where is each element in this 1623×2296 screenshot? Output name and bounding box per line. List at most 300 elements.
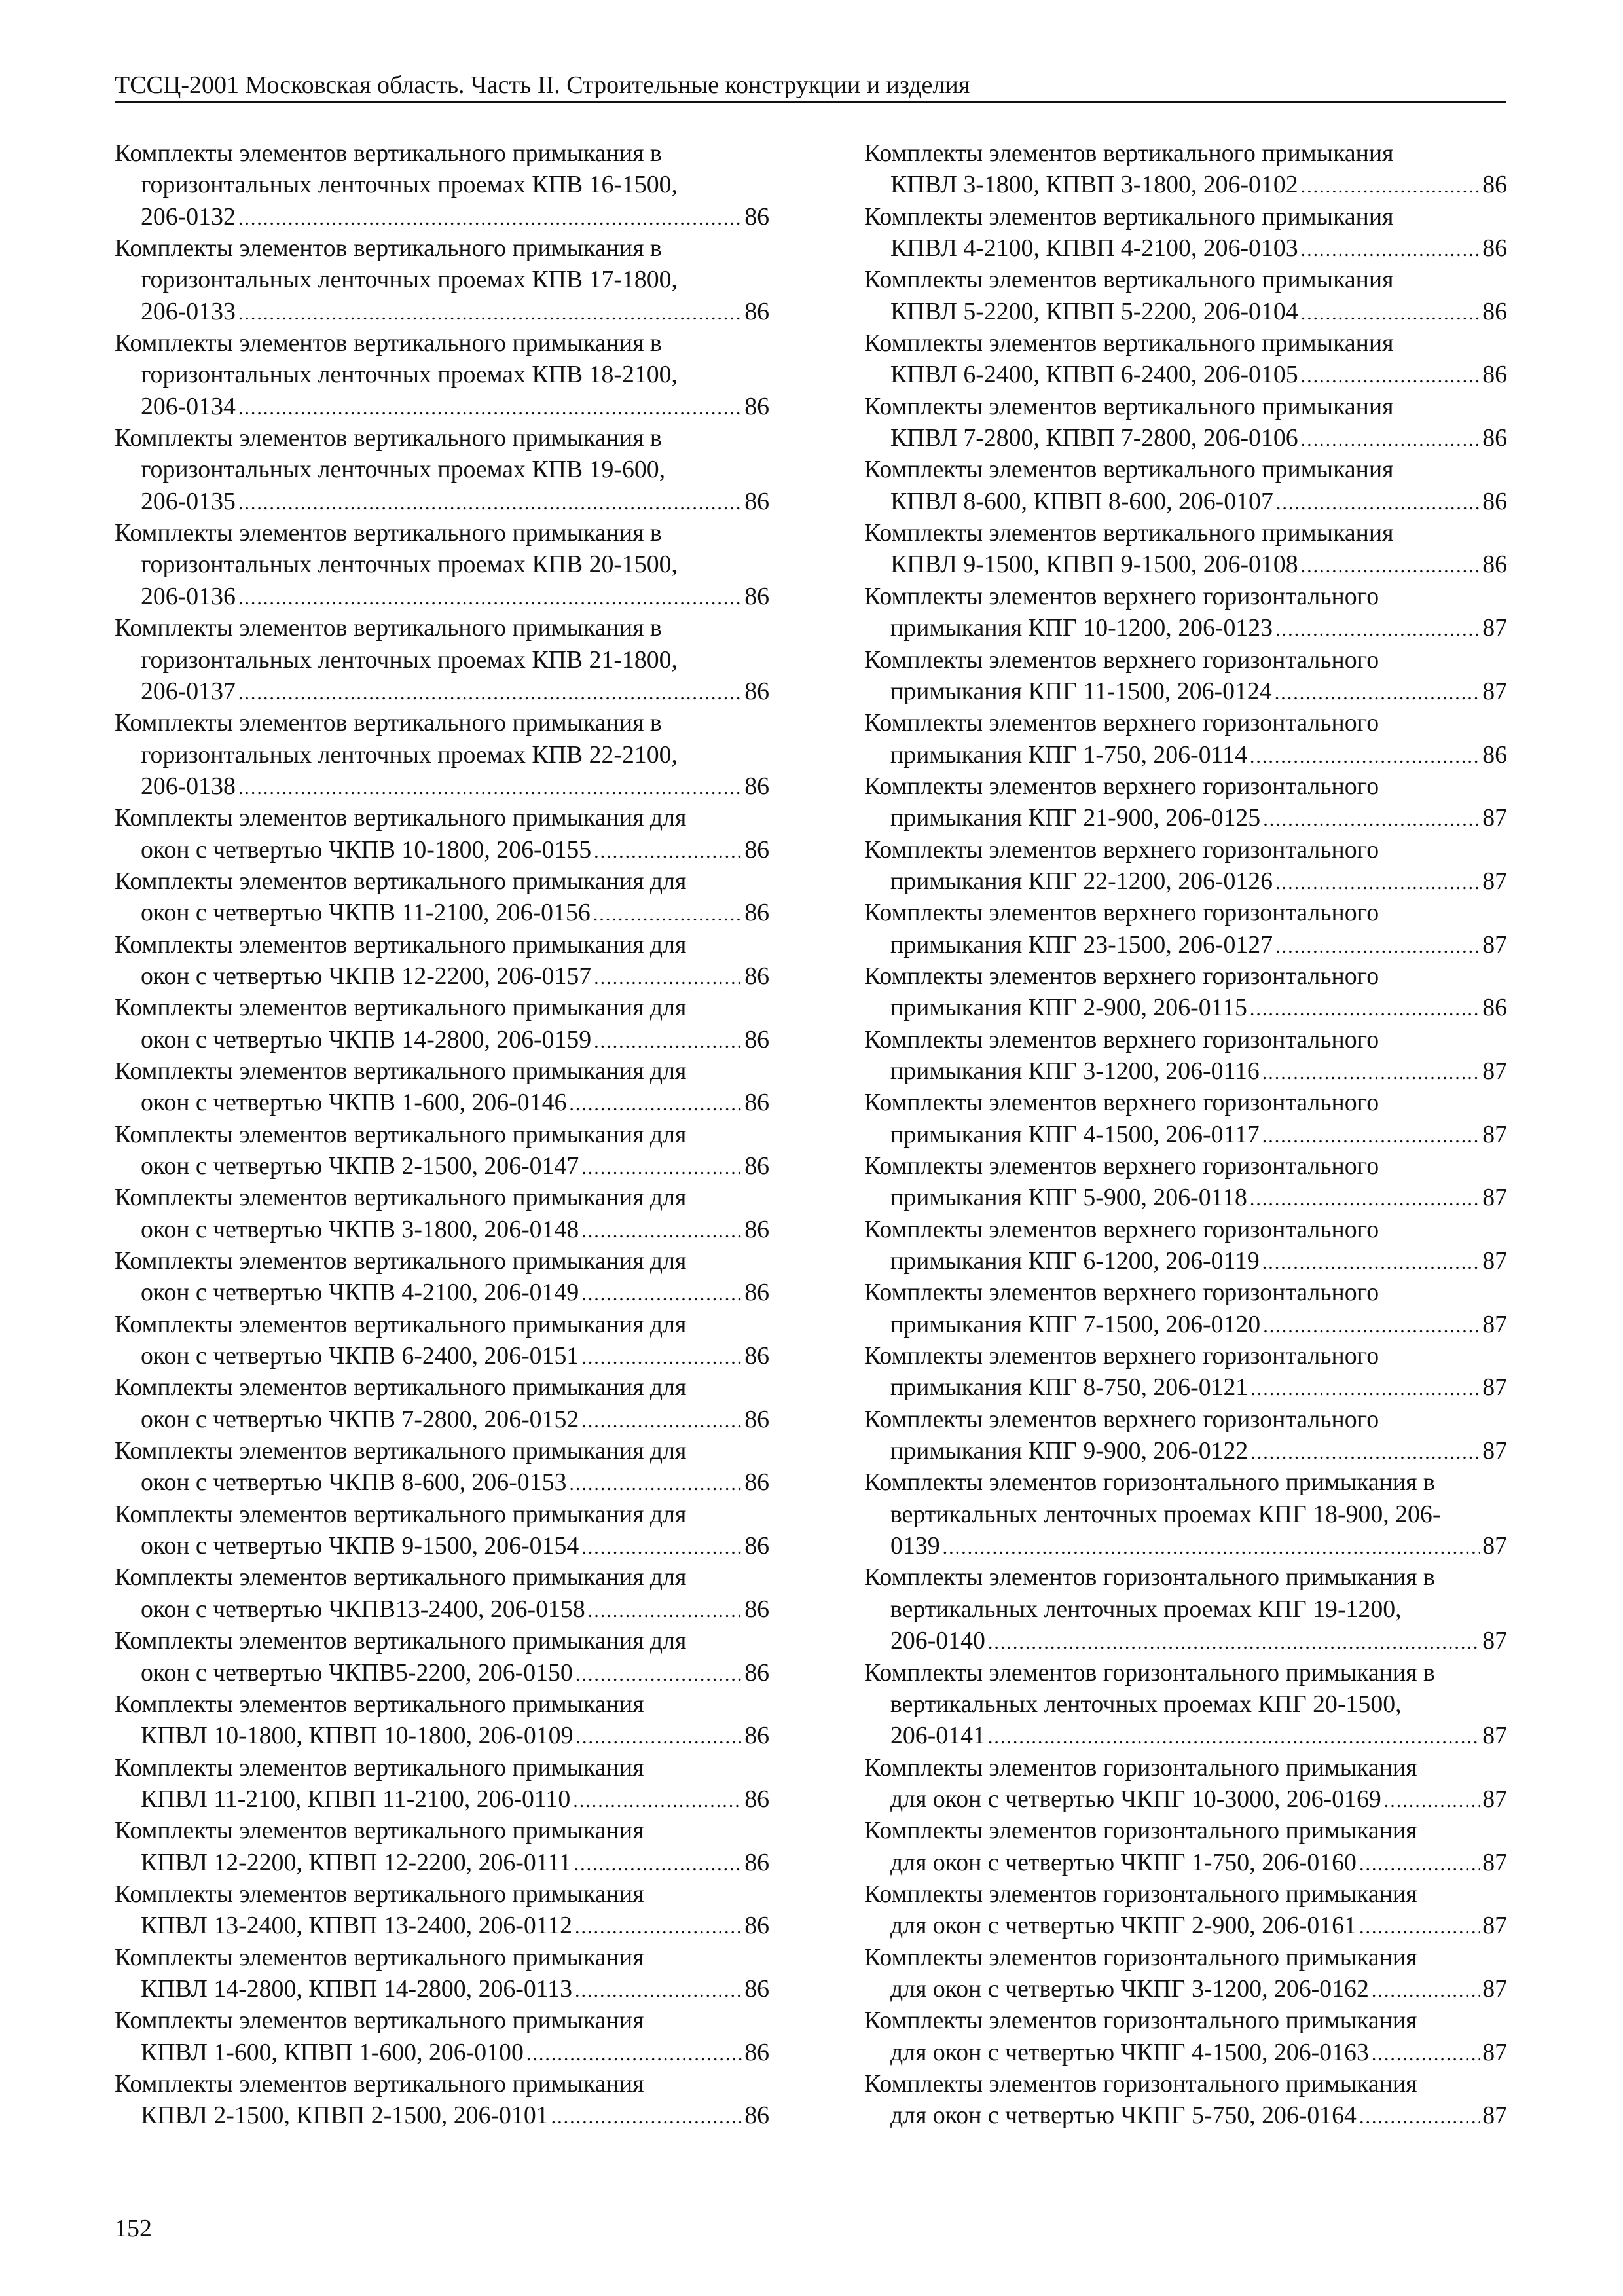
- index-entry: [864, 1561, 1507, 1656]
- dot-leader: [238, 488, 742, 517]
- index-entry: [115, 707, 769, 802]
- index-entry-line: Комплекты элементов вертикального примыкания для: [115, 867, 687, 895]
- index-entry: [115, 1119, 769, 1182]
- index-entry-text: для окон с четвертью ЧКПГ 2-900, 206-0161: [890, 1912, 1357, 1940]
- index-entry: [864, 1087, 1507, 1150]
- index-entry-text: примыкания КПГ 11-1500, 206-0124: [890, 677, 1272, 705]
- index-entry: [864, 1752, 1507, 1815]
- index-entry: [115, 2005, 769, 2068]
- dot-leader: [581, 1152, 742, 1182]
- index-entry-final-line: [864, 1182, 1507, 1213]
- index-entry-line: Комплекты элементов верхнего горизонтального: [864, 582, 1379, 610]
- index-entry-line: горизонтальных ленточных проемах КПВ 22-2100,: [141, 740, 678, 769]
- dot-leader: [238, 678, 742, 707]
- index-entry: [115, 1372, 769, 1435]
- dot-leader: [594, 836, 742, 866]
- index-entry-line: Комплекты элементов горизонтального примыкания: [864, 1817, 1417, 1845]
- index-entry-line: Комплекты элементов горизонтального примыкания: [864, 1943, 1417, 1971]
- index-entry: [115, 802, 769, 866]
- index-entry-final-line: [115, 1720, 769, 1751]
- index-entry: [115, 992, 769, 1055]
- index-entry-line: Комплекты элементов вертикального примыкания: [115, 2007, 644, 2035]
- dot-leader: [1275, 678, 1480, 707]
- index-entry-line: Комплекты элементов вертикального примыкания: [864, 456, 1394, 484]
- index-entry-line: Комплекты элементов вертикального примыкания в: [115, 139, 662, 167]
- index-entry-line: Комплекты элементов верхнего горизонтального: [864, 646, 1379, 674]
- index-entry-page: 87: [1482, 1437, 1507, 1465]
- index-entry-final-line: [864, 992, 1507, 1023]
- dot-leader: [594, 962, 742, 992]
- index-entry: [864, 1942, 1507, 2005]
- index-entry-page: 86: [744, 1279, 769, 1307]
- index-entry-page: 87: [1482, 2038, 1507, 2066]
- index-entry-text: окон с четвертью ЧКПВ5-2200, 206-0150: [141, 1658, 573, 1686]
- index-entry-final-line: [864, 549, 1507, 580]
- index-entry-line: Комплекты элементов горизонтального примыкания: [864, 2007, 1417, 2035]
- index-entry-text: КПВЛ 10-1800, КПВП 10-1800, 206-0109: [141, 1722, 574, 1750]
- index-entry-text: КПВЛ 12-2200, КПВП 12-2200, 206-0111: [141, 1848, 572, 1876]
- dot-leader: [943, 1532, 1480, 1561]
- index-entry: [864, 517, 1507, 581]
- index-entry-line: горизонтальных ленточных проемах КПВ 19-600,: [141, 456, 666, 484]
- index-entry-final-line: [864, 422, 1507, 454]
- index-entry-page: 86: [744, 1975, 769, 2003]
- dot-leader: [1250, 1184, 1480, 1213]
- dot-leader: [1276, 488, 1480, 517]
- index-entry-line: Комплекты элементов горизонтального примыкания: [864, 1880, 1417, 1908]
- index-entry-page: 87: [1482, 1120, 1507, 1148]
- index-entry-final-line: [864, 1720, 1507, 1751]
- index-entry: [115, 1752, 769, 1815]
- index-entry-line: горизонтальных ленточных проемах КПВ 21-1800,: [141, 646, 678, 674]
- index-entry-final-line: [864, 1245, 1507, 1277]
- index-entry-page: 86: [1482, 740, 1507, 769]
- index-entry-final-line: [115, 1847, 769, 1878]
- dot-leader: [1250, 994, 1480, 1023]
- dot-leader: [1372, 2039, 1480, 2068]
- index-entry-text: окон с четвертью ЧКПВ 4-2100, 206-0149: [141, 1279, 579, 1307]
- dot-leader: [1384, 1785, 1480, 1815]
- index-entry-page: 87: [1482, 804, 1507, 832]
- index-entry: [864, 1150, 1507, 1214]
- index-entry-text: примыкания КПГ 7-1500, 206-0120: [890, 1310, 1261, 1338]
- index-entry-text: примыкания КПГ 3-1200, 206-0116: [890, 1057, 1260, 1085]
- dot-leader: [1301, 551, 1480, 580]
- index-entry-final-line: [864, 1973, 1507, 2005]
- index-entry-line: Комплекты элементов вертикального примыкания для: [115, 1437, 687, 1465]
- index-entry-text: 206-0136: [141, 582, 236, 610]
- index-entry-text: окон с четвертью ЧКПВ 9-1500, 206-0154: [141, 1532, 579, 1560]
- index-entry-page: 87: [1482, 677, 1507, 705]
- dot-leader: [1250, 1437, 1480, 1467]
- dot-leader: [593, 899, 742, 928]
- index-entry-text: для окон с четвертью ЧКПГ 1-750, 206-0160: [890, 1848, 1357, 1876]
- index-entry: [864, 264, 1507, 327]
- index-entry: [864, 1024, 1507, 1087]
- index-entry-text: КПВЛ 5-2200, КПВП 5-2200, 206-0104: [890, 297, 1298, 325]
- dot-leader: [581, 1279, 742, 1308]
- index-entry-page: 86: [1482, 361, 1507, 389]
- index-entry: [115, 1815, 769, 1878]
- index-entry: [864, 1404, 1507, 1467]
- index-entry-line: Комплекты элементов вертикального примыкания: [864, 266, 1394, 294]
- index-entry-final-line: [115, 2037, 769, 2068]
- index-entry-line: Комплекты элементов вертикального примыкания для: [115, 1310, 687, 1338]
- index-entry-text: КПВЛ 3-1800, КПВП 3-1800, 206-0102: [890, 171, 1298, 199]
- index-entry: [115, 1561, 769, 1625]
- index-entry-page: 86: [744, 1152, 769, 1180]
- index-entry-line: вертикальных ленточных проемах КПГ 19-1200,: [890, 1595, 1402, 1623]
- index-entry-final-line: [115, 1783, 769, 1815]
- index-entry-page: 86: [744, 202, 769, 230]
- index-entry-final-line: [115, 581, 769, 612]
- index-entry-text: примыкания КПГ 2-900, 206-0115: [890, 994, 1247, 1022]
- index-entry-final-line: [864, 802, 1507, 833]
- index-entry-page: 87: [1482, 930, 1507, 958]
- dot-leader: [581, 1406, 742, 1435]
- dot-leader: [526, 2039, 742, 2068]
- index-entry-final-line: [115, 1150, 769, 1182]
- index-entry: [864, 2068, 1507, 2132]
- index-entry-line: Комплекты элементов вертикального примыкания в: [115, 424, 662, 452]
- index-entry-text: 206-0141: [890, 1722, 985, 1750]
- dot-leader: [1372, 1975, 1480, 2005]
- index-entry-line: Комплекты элементов вертикального примыкания в: [115, 614, 662, 642]
- index-entry-final-line: [115, 960, 769, 992]
- index-entry: [115, 929, 769, 993]
- index-entry-page: 86: [1482, 297, 1507, 325]
- header-title: ТССЦ-2001 Московская область. Часть II. Строительные конструкции и изделия: [115, 71, 970, 99]
- index-entry-final-line: [115, 486, 769, 517]
- index-entry-line: Комплекты элементов горизонтального примыкания в: [864, 1563, 1435, 1592]
- index-entry-text: 206-0135: [141, 487, 236, 515]
- index-entry: [864, 581, 1507, 644]
- index-entry-page: 87: [1482, 614, 1507, 642]
- index-entry-page: 86: [1482, 171, 1507, 199]
- index-entry-page: 86: [744, 1532, 769, 1560]
- index-entry-line: Комплекты элементов вертикального примыкания: [115, 1817, 644, 1845]
- index-entry-text: 206-0137: [141, 677, 236, 705]
- index-entry-text: для окон с четвертью ЧКПГ 5-750, 206-0164: [890, 2102, 1357, 2130]
- index-entry-final-line: [864, 1783, 1507, 1815]
- dot-leader: [1275, 614, 1480, 644]
- index-entry-text: 206-0132: [141, 202, 236, 230]
- index-entry-line: Комплекты элементов верхнего горизонтального: [864, 772, 1379, 800]
- index-entry-line: вертикальных ленточных проемах КПГ 20-1500,: [890, 1690, 1402, 1718]
- index-entry-page: 86: [744, 1848, 769, 1876]
- dot-leader: [594, 1026, 742, 1055]
- index-entry: [115, 1309, 769, 1372]
- index-entry-line: Комплекты элементов вертикального примыкания для: [115, 1120, 687, 1148]
- index-entry-page: 87: [1482, 1848, 1507, 1876]
- index-entry-line: Комплекты элементов вертикального примыкания: [864, 519, 1394, 547]
- dot-leader: [1262, 1057, 1480, 1087]
- index-entry-text: окон с четвертью ЧКПВ 8-600, 206-0153: [141, 1468, 567, 1497]
- index-entry: [115, 1688, 769, 1752]
- index-entry-line: Комплекты элементов вертикального примыкания для: [115, 1374, 687, 1402]
- index-entry-line: Комплекты элементов верхнего горизонтального: [864, 835, 1379, 864]
- index-entry-page: 86: [744, 297, 769, 325]
- index-entry-page: 86: [1482, 234, 1507, 263]
- index-entry-page: 86: [744, 1722, 769, 1750]
- index-entry-line: Комплекты элементов вертикального примыкания: [115, 1690, 644, 1718]
- index-entry-page: 87: [1482, 2102, 1507, 2130]
- index-entry-line: Комплекты элементов вертикального примыкания: [115, 1943, 644, 1971]
- index-entry: [864, 201, 1507, 264]
- index-entry-text: для окон с четвертью ЧКПГ 10-3000, 206-0169: [890, 1785, 1381, 1813]
- index-entry-line: горизонтальных ленточных проемах КПВ 20-1500,: [141, 551, 678, 579]
- index-entry-final-line: [864, 676, 1507, 707]
- index-entry: [115, 422, 769, 517]
- index-entry-line: вертикальных ленточных проемах КПГ 18-900, 206-: [890, 1500, 1441, 1528]
- page-number: 152: [115, 2215, 152, 2242]
- index-entry-final-line: [864, 359, 1507, 390]
- index-entry-line: Комплекты элементов вертикального примыкания: [115, 1880, 644, 1908]
- index-entry-line: Комплекты элементов вертикального примыкания для: [115, 1184, 687, 1212]
- index-entry-line: Комплекты элементов вертикального примыкания: [864, 202, 1394, 230]
- index-entry: [115, 137, 769, 232]
- index-entry-final-line: [115, 771, 769, 802]
- index-entry-page: 87: [1482, 1627, 1507, 1655]
- dot-leader: [1301, 424, 1480, 454]
- index-entry-text: окон с четвертью ЧКПВ 2-1500, 206-0147: [141, 1152, 579, 1180]
- index-entry-final-line: [115, 1404, 769, 1435]
- index-entry-text: примыкания КПГ 21-900, 206-0125: [890, 804, 1261, 832]
- index-entry-line: горизонтальных ленточных проемах КПВ 16-1500,: [141, 171, 678, 199]
- index-entry-text: 0139: [890, 1532, 940, 1560]
- index-entry: [864, 1214, 1507, 1277]
- index-entry-text: 206-0140: [890, 1627, 985, 1655]
- index-entry-text: КПВЛ 2-1500, КПВП 2-1500, 206-0101: [141, 2102, 549, 2130]
- index-entry-final-line: [115, 1340, 769, 1372]
- index-entry-line: Комплекты элементов горизонтального примыкания: [864, 2069, 1417, 2098]
- index-entry-final-line: [115, 676, 769, 707]
- dot-leader: [574, 1849, 742, 1878]
- index-entry-final-line: [864, 1625, 1507, 1656]
- index-entry-line: Комплекты элементов верхнего горизонтального: [864, 1152, 1379, 1180]
- index-entry-final-line: [864, 1530, 1507, 1561]
- index-entry: [864, 137, 1507, 201]
- index-entry-line: Комплекты элементов верхнего горизонтального: [864, 899, 1379, 927]
- index-entry-text: окон с четвертью ЧКПВ 7-2800, 206-0152: [141, 1405, 579, 1433]
- index-entry-final-line: [864, 739, 1507, 771]
- index-entry-text: КПВЛ 6-2400, КПВП 6-2400, 206-0105: [890, 361, 1298, 389]
- index-entry-page: 86: [744, 2038, 769, 2066]
- index-entry-text: окон с четвертью ЧКПВ 12-2200, 206-0157: [141, 962, 592, 990]
- index-entry-page: 86: [744, 582, 769, 610]
- index-entry: [115, 1182, 769, 1245]
- index-entry: [864, 1878, 1507, 1942]
- index-entry-page: 87: [1482, 867, 1507, 895]
- dot-leader: [1301, 171, 1480, 200]
- index-entry-final-line: [115, 834, 769, 866]
- dot-leader: [581, 1532, 742, 1561]
- index-entry-page: 86: [744, 392, 769, 420]
- dot-leader: [573, 1785, 742, 1815]
- index-entry-line: Комплекты элементов вертикального примыкания: [864, 329, 1394, 357]
- index-entry: [115, 2068, 769, 2132]
- index-entry-page: 86: [744, 1342, 769, 1370]
- index-entry-text: КПВЛ 9-1500, КПВП 9-1500, 206-0108: [890, 551, 1298, 579]
- index-entry: [115, 327, 769, 422]
- dot-leader: [569, 1089, 742, 1118]
- index-entry-page: 87: [1482, 1912, 1507, 1940]
- index-entry: [864, 1467, 1507, 1561]
- index-entry-final-line: [115, 1467, 769, 1498]
- dot-leader: [238, 298, 742, 327]
- index-entry-page: 87: [1482, 1184, 1507, 1212]
- index-entry-line: Комплекты элементов верхнего горизонтального: [864, 1342, 1379, 1370]
- dot-leader: [238, 773, 742, 802]
- index-entry-final-line: [864, 1119, 1507, 1150]
- dot-leader: [1262, 1247, 1480, 1277]
- index-entry: [115, 1625, 769, 1688]
- index-entry-text: окон с четвертью ЧКПВ 11-2100, 206-0156: [141, 899, 591, 927]
- index-entry-line: Комплекты элементов верхнего горизонтального: [864, 1089, 1379, 1117]
- index-entry-final-line: [864, 486, 1507, 517]
- index-entry-page: 87: [1482, 1722, 1507, 1750]
- index-entry-text: окон с четвертью ЧКПВ 14-2800, 206-0159: [141, 1025, 592, 1053]
- index-entry: [864, 644, 1507, 708]
- index-entry-line: Комплекты элементов вертикального примыкания в: [115, 329, 662, 357]
- index-entry: [864, 2005, 1507, 2068]
- dot-leader: [1250, 1374, 1480, 1403]
- index-entry-text: КПВЛ 11-2100, КПВП 11-2100, 206-0110: [141, 1785, 571, 1813]
- index-entry-line: Комплекты элементов верхнего горизонтального: [864, 709, 1379, 737]
- index-entry-line: Комплекты элементов вертикального примыкания: [115, 1753, 644, 1781]
- index-entry-line: Комплекты элементов вертикального примыкания для: [115, 1627, 687, 1655]
- index-entry: [864, 1657, 1507, 1752]
- index-entry-line: Комплекты элементов вертикального примыкания для: [115, 994, 687, 1022]
- index-entry-page: 87: [1482, 1374, 1507, 1402]
- dot-leader: [238, 393, 742, 422]
- index-entry: [864, 1815, 1507, 1878]
- index-entry: [864, 834, 1507, 898]
- index-entry-line: Комплекты элементов верхнего горизонтального: [864, 962, 1379, 990]
- dot-leader: [1250, 741, 1480, 771]
- index-entry-line: Комплекты элементов вертикального примыкания: [864, 139, 1394, 167]
- dot-leader: [581, 1216, 742, 1245]
- index-entry-text: окон с четвертью ЧКПВ 1-600, 206-0146: [141, 1089, 567, 1117]
- dot-leader: [1359, 1912, 1480, 1941]
- index-entry-text: для окон с четвертью ЧКПГ 3-1200, 206-0162: [890, 1975, 1369, 2003]
- dot-leader: [1275, 867, 1480, 897]
- index-entry-page: 86: [744, 772, 769, 800]
- index-entry-text: примыкания КПГ 6-1200, 206-0119: [890, 1247, 1260, 1275]
- index-entry-line: Комплекты элементов вертикального примыкания: [864, 392, 1394, 420]
- index-entry-text: КПВЛ 13-2400, КПВП 13-2400, 206-0112: [141, 1912, 573, 1940]
- index-entry-final-line: [864, 929, 1507, 960]
- index-entry-final-line: [864, 1847, 1507, 1878]
- dot-leader: [581, 1342, 742, 1372]
- running-header: [115, 67, 1506, 103]
- index-entry-text: примыкания КПГ 23-1500, 206-0127: [890, 930, 1273, 958]
- index-entry-page: 86: [744, 2102, 769, 2130]
- index-entry-text: 206-0133: [141, 297, 236, 325]
- index-entry-line: горизонтальных ленточных проемах КПВ 18-2100,: [141, 361, 678, 389]
- index-entry-line: Комплекты элементов вертикального примыкания для: [115, 1247, 687, 1275]
- index-entry: [115, 1942, 769, 2005]
- index-entry-final-line: [115, 1910, 769, 1941]
- index-entry: [115, 1245, 769, 1309]
- index-entry-final-line: [864, 1055, 1507, 1087]
- dot-leader: [575, 1722, 742, 1751]
- index-entry-final-line: [864, 866, 1507, 897]
- index-entry-page: 86: [744, 1468, 769, 1497]
- index-entry-final-line: [864, 296, 1507, 327]
- index-entry-page: 86: [744, 899, 769, 927]
- index-entry-line: Комплекты элементов вертикального примыкания для: [115, 1563, 687, 1592]
- dot-leader: [1263, 1311, 1480, 1340]
- index-entry-final-line: [115, 1657, 769, 1688]
- index-entry-text: КПВЛ 7-2800, КПВП 7-2800, 206-0106: [890, 424, 1298, 452]
- index-entry-final-line: [864, 2037, 1507, 2068]
- index-entry-line: Комплекты элементов вертикального примыкания в: [115, 519, 662, 547]
- index-entry-line: Комплекты элементов верхнего горизонтального: [864, 1025, 1379, 1053]
- dot-leader: [1301, 298, 1480, 327]
- index-entry-line: Комплекты элементов вертикального примыкания в: [115, 709, 662, 737]
- index-entry: [864, 960, 1507, 1024]
- index-entry-text: примыкания КПГ 22-1200, 206-0126: [890, 867, 1273, 895]
- index-entry-text: КПВЛ 1-600, КПВП 1-600, 206-0100: [141, 2038, 524, 2066]
- dot-leader: [551, 2102, 742, 2131]
- index-entry-line: Комплекты элементов вертикального примыкания в: [115, 234, 662, 263]
- index-entry-page: 87: [1482, 1057, 1507, 1085]
- index-entry-line: Комплекты элементов вертикального примыкания для: [115, 930, 687, 958]
- index-entry: [864, 391, 1507, 454]
- index-entry: [864, 771, 1507, 834]
- dot-leader: [238, 203, 742, 232]
- dot-leader: [588, 1595, 742, 1625]
- index-entry-text: окон с четвертью ЧКПВ 3-1800, 206-0148: [141, 1215, 579, 1243]
- index-entry-page: 87: [1482, 1310, 1507, 1338]
- index-entry-text: окон с четвертью ЧКПВ13-2400, 206-0158: [141, 1595, 585, 1623]
- index-entry-final-line: [115, 897, 769, 928]
- index-entry-text: КПВЛ 14-2800, КПВП 14-2800, 206-0113: [141, 1975, 573, 2003]
- dot-leader: [988, 1627, 1480, 1656]
- index-entry-text: примыкания КПГ 9-900, 206-0122: [890, 1437, 1249, 1465]
- index-entry-text: окон с четвертью ЧКПВ 6-2400, 206-0151: [141, 1342, 579, 1370]
- index-entry-text: примыкания КПГ 4-1500, 206-0117: [890, 1120, 1260, 1148]
- index-entry-final-line: [864, 232, 1507, 264]
- index-column-right: [864, 137, 1507, 2132]
- index-entry: [115, 232, 769, 327]
- index-entry-final-line: [864, 1309, 1507, 1340]
- index-entry-final-line: [115, 2100, 769, 2131]
- index-entry-page: 87: [1482, 1532, 1507, 1560]
- index-entry-page: 86: [744, 1089, 769, 1117]
- dot-leader: [1301, 361, 1480, 390]
- dot-leader: [238, 583, 742, 612]
- index-entry-page: 86: [744, 1405, 769, 1433]
- index-entry-final-line: [864, 1372, 1507, 1403]
- index-entry-text: примыкания КПГ 5-900, 206-0118: [890, 1184, 1247, 1212]
- index-entry-text: КПВЛ 4-2100, КПВП 4-2100, 206-0103: [890, 234, 1298, 263]
- index-entry-final-line: [115, 1973, 769, 2005]
- index-entry-final-line: [864, 169, 1507, 200]
- index-entry-line: Комплекты элементов горизонтального примыкания: [864, 1753, 1417, 1781]
- index-entry-text: 206-0138: [141, 772, 236, 800]
- index-entry-final-line: [115, 1277, 769, 1308]
- index-entry-final-line: [115, 1024, 769, 1055]
- index-entry-page: 87: [1482, 1247, 1507, 1275]
- index-entry: [864, 707, 1507, 771]
- index-entry-line: Комплекты элементов вертикального примыкания: [115, 2069, 644, 2098]
- dot-leader: [1301, 234, 1480, 264]
- index-entry-text: для окон с четвертью ЧКПГ 4-1500, 206-0163: [890, 2038, 1369, 2066]
- index-entry-page: 86: [744, 1912, 769, 1940]
- index-entry-line: Комплекты элементов верхнего горизонтального: [864, 1215, 1379, 1243]
